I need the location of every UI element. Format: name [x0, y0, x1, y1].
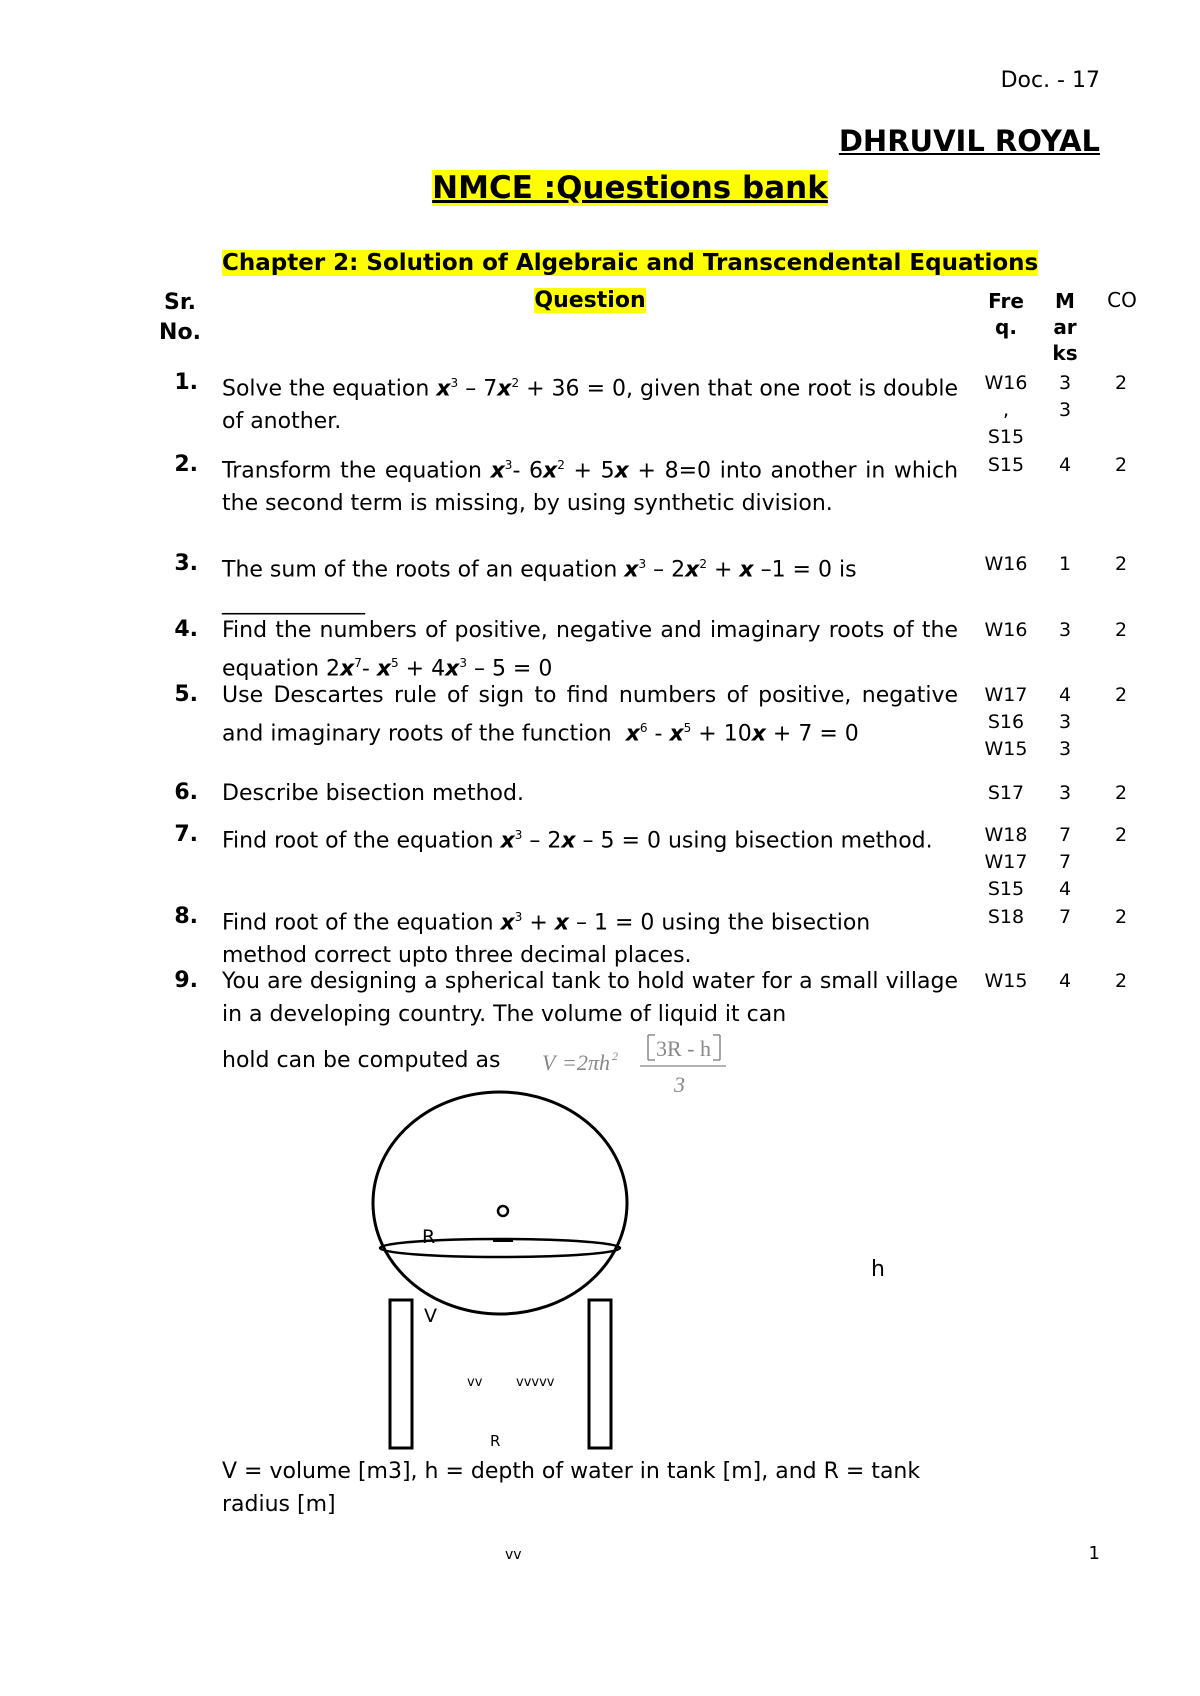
question-text: Use Descartes rule of sign to find numbers of positive, negative and imaginary roots of the function $x^6 - x^5 + 10x + 7 = 0$ [222, 683, 958, 747]
question-co: 2 [1114, 454, 1128, 476]
question-text: Find root of the equation $x^3 + x - 1 = 0$ using the bisection method correct upto three decimal places. [222, 910, 871, 969]
question-marks: 4 [1058, 454, 1072, 476]
volume-label: V [424, 1305, 437, 1327]
question-marks: 7 [1058, 906, 1072, 928]
question-co: 2 [1114, 553, 1128, 575]
svg-text:3R - h: 3R - h [656, 1036, 711, 1061]
question-number: 7. [174, 822, 198, 847]
question-co: 2 [1114, 970, 1128, 992]
spherical-tank-diagram [360, 1090, 640, 1480]
question-co: 2 [1114, 906, 1128, 928]
question-co: 2 [1114, 824, 1128, 846]
col-freq: Fre q. [988, 289, 1024, 339]
question-text: Solve the equation $x^3 - 7x^2 + 36 = 0$, given that one root is double of another. [222, 376, 959, 435]
svg-text:3: 3 [674, 1072, 685, 1094]
question-text: You are designing a spherical tank to hold water for a small village in a developing country. The volume of liquid it can [222, 969, 958, 1027]
question-freq: W15 [984, 970, 1028, 992]
question-co: 2 [1114, 684, 1128, 706]
question-freq: S17 [987, 782, 1025, 804]
question-freq: W16 [984, 553, 1028, 575]
question-marks: 7 7 4 [1058, 824, 1072, 900]
question-number: 5. [174, 682, 198, 707]
question-number: 2. [174, 452, 198, 477]
question-number: 9. [174, 968, 198, 993]
radius-label-top: R [422, 1226, 436, 1248]
question-freq: S15 [987, 454, 1025, 476]
question-marks: 3 [1058, 782, 1072, 804]
question-text: Find root of the equation $x^3 - 2x - 5 = 0$ using bisection method. [222, 828, 933, 854]
depth-label: h [871, 1257, 885, 1282]
col-marks: M ar ks [1052, 289, 1078, 365]
question-number: 8. [174, 904, 198, 929]
footer-text: vv [505, 1547, 522, 1563]
question-freq: W16 , S15 [984, 372, 1028, 448]
question-co: 2 [1114, 782, 1128, 804]
question-text: Describe bisection method. [222, 781, 524, 806]
question-marks: 3 3 [1058, 372, 1072, 421]
question-text: The sum of the roots of an equation $x^3 - 2x^2 + x$ –1 = 0 is _____________ [222, 557, 857, 616]
volume-formula [540, 1030, 730, 1094]
question-number: 6. [174, 780, 198, 805]
company-name: DHRUVIL ROYAL [838, 124, 1100, 158]
question-number: 3. [174, 551, 198, 576]
radius-label-bottom: R [490, 1432, 501, 1450]
question-marks: 3 [1058, 619, 1072, 641]
svg-text:πh: πh [588, 1050, 611, 1075]
question-text-continued: hold can be computed as [222, 1048, 501, 1073]
question-co: 2 [1114, 619, 1128, 641]
question-freq: S18 [987, 906, 1025, 928]
col-question: Question [534, 288, 646, 313]
col-sr-no: Sr. No. [159, 290, 201, 345]
fig-text-vvvvv: vvvvv [516, 1375, 555, 1390]
question-text: Transform the equation $x^3-$ $6x^2 + 5x + 8=0$ into another in which the second term is missing, by using synthetic division. [222, 458, 959, 517]
col-co: CO [1107, 288, 1137, 312]
doc-number: Doc. - 17 [1000, 68, 1100, 93]
question-freq: W17 S16 W15 [984, 684, 1028, 760]
svg-text:V: V [542, 1050, 556, 1075]
question-marks: 4 [1058, 970, 1072, 992]
question-freq: W18 W17 S15 [984, 824, 1028, 900]
page-number: 1 [1088, 1543, 1100, 1564]
question-freq: W16 [984, 619, 1028, 641]
variable-definitions: V = volume [m3], h = depth of water in tank [m], and R = tank radius [m] [222, 1459, 921, 1517]
svg-text:=2: =2 [562, 1050, 588, 1075]
question-co: 2 [1114, 372, 1128, 394]
page-title: NMCE :Questions bank [432, 170, 828, 206]
question-number: 4. [174, 617, 198, 642]
question-text: Find the numbers of positive, negative and imaginary roots of the equation $2x^7-$ $x^5 + 4x^3 - 5 = 0$ [222, 618, 958, 682]
question-marks: 1 [1058, 553, 1072, 575]
question-number: 1. [174, 370, 198, 395]
chapter-heading: Chapter 2: Solution of Algebraic and Transcendental Equations [222, 250, 1039, 276]
fig-text-vv: vv [467, 1375, 483, 1390]
svg-text:2: 2 [612, 1049, 618, 1063]
question-marks: 4 3 3 [1058, 684, 1072, 760]
